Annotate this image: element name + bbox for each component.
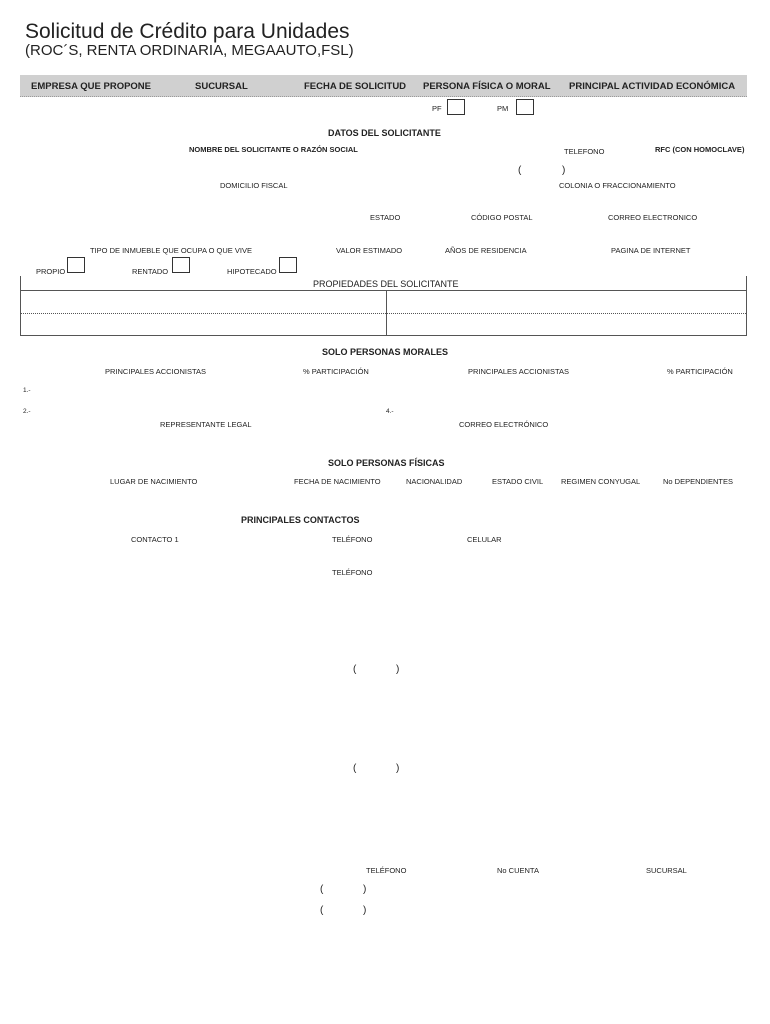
hipotecado-label: HIPOTECADO [227,267,277,276]
accionistas-label-2: PRINCIPALES ACCIONISTAS [468,367,569,376]
domicilio-label: DOMICILIO FISCAL [220,181,288,190]
form-subtitle: (ROC´S, RENTA ORDINARIA, MEGAAUTO,FSL) [25,42,354,59]
propiedades-title: PROPIEDADES DEL SOLICITANTE [313,279,459,289]
phone-paren-close: ) [363,905,367,916]
header-sucursal: SUCURSAL [195,81,248,92]
fecha-nacimiento-label: FECHA DE NACIMIENTO [294,477,381,486]
phone-paren-open: ( [353,763,357,774]
correo-electronico-label: CORREO ELECTRÓNICO [459,420,549,429]
bank-sucursal-label: SUCURSAL [646,866,687,875]
pagina-internet-label: PAGINA DE INTERNET [611,246,691,255]
header-empresa: EMPRESA QUE PROPONE [31,81,152,92]
pm-checkbox[interactable] [516,99,534,115]
form-title: Solicitud de Crédito para Unidades [25,20,350,43]
contacto-telefono-label: TELÉFONO [332,535,373,544]
row-number-4: 4.- [386,408,394,415]
propiedad-cell-2[interactable] [387,291,746,312]
phone-paren-close: ) [562,165,566,176]
phone-paren-close: ) [396,763,400,774]
header-fecha: FECHA DE SOLICITUD [304,81,407,92]
no-cuenta-label: No CUENTA [497,866,539,875]
section-personas-morales: SOLO PERSONAS MORALES [322,347,449,357]
section-personas-fisicas: SOLO PERSONAS FÍSICAS [328,458,445,468]
colonia-label: COLONIA O FRACCIONAMIENTO [559,181,676,190]
row-number-2: 2.- [23,408,31,415]
phone-paren-open: ( [353,664,357,675]
row-number-1: 1.- [23,387,31,394]
tipo-inmueble-label: TIPO DE INMUEBLE QUE OCUPA O QUE VIVE [90,246,252,255]
header-actividad: PRINCIPAL ACTIVIDAD ECONÓMICA [569,81,736,92]
propiedad-cell-4[interactable] [387,314,746,334]
nombre-label: NOMBRE DEL SOLICITANTE O RAZÓN SOCIAL [189,145,358,154]
lugar-nacimiento-label: LUGAR DE NACIMIENTO [110,477,198,486]
propiedad-cell-1[interactable] [22,291,385,312]
telefono-label: TELEFONO [564,147,605,156]
phone-paren-open: ( [518,165,522,176]
contacto-1-label: CONTACTO 1 [131,535,179,544]
section-principales-contactos: PRINCIPALES CONTACTOS [241,515,360,525]
codigo-postal-label: CÓDIGO POSTAL [471,213,533,222]
rfc-label: RFC (CON HOMOCLAVE) [655,145,745,154]
phone-paren-close: ) [396,664,400,675]
propio-checkbox[interactable] [67,257,85,273]
rentado-label: RENTADO [132,267,169,276]
pm-label: PM [497,104,509,113]
regimen-conyugal-label: REGIMEN CONYUGAL [561,477,641,486]
representante-legal-label: REPRESENTANTE LEGAL [160,420,252,429]
phone-paren-open: ( [320,884,324,895]
accionistas-label-1: PRINCIPALES ACCIONISTAS [105,367,206,376]
contacto-telefono-label-2: TELÉFONO [332,568,373,577]
estado-civil-label: ESTADO CIVIL [492,477,544,486]
participacion-label-2: % PARTICIPACIÓN [667,367,733,376]
phone-paren-open: ( [320,905,324,916]
rentado-checkbox[interactable] [172,257,190,273]
phone-paren-close: ) [363,884,367,895]
bank-telefono-label: TELÉFONO [366,866,407,875]
nacionalidad-label: NACIONALIDAD [406,477,463,486]
valor-estimado-label: VALOR ESTIMADO [336,246,403,255]
estado-label: ESTADO [370,213,401,222]
hipotecado-checkbox[interactable] [279,257,297,273]
propio-label: PROPIO [36,267,66,276]
correo-label: CORREO ELECTRONICO [608,213,698,222]
section-datos-solicitante: DATOS DEL SOLICITANTE [328,128,441,138]
pf-checkbox[interactable] [447,99,465,115]
pf-label: PF [432,104,442,113]
anos-residencia-label: AÑOS DE RESIDENCIA [445,246,527,255]
propiedad-cell-3[interactable] [22,314,385,334]
participacion-label-1: % PARTICIPACIÓN [303,367,369,376]
header-persona: PERSONA FÍSICA O MORAL [423,81,551,92]
dependientes-label: No DEPENDIENTES [663,477,734,486]
celular-label: CELULAR [467,535,502,544]
